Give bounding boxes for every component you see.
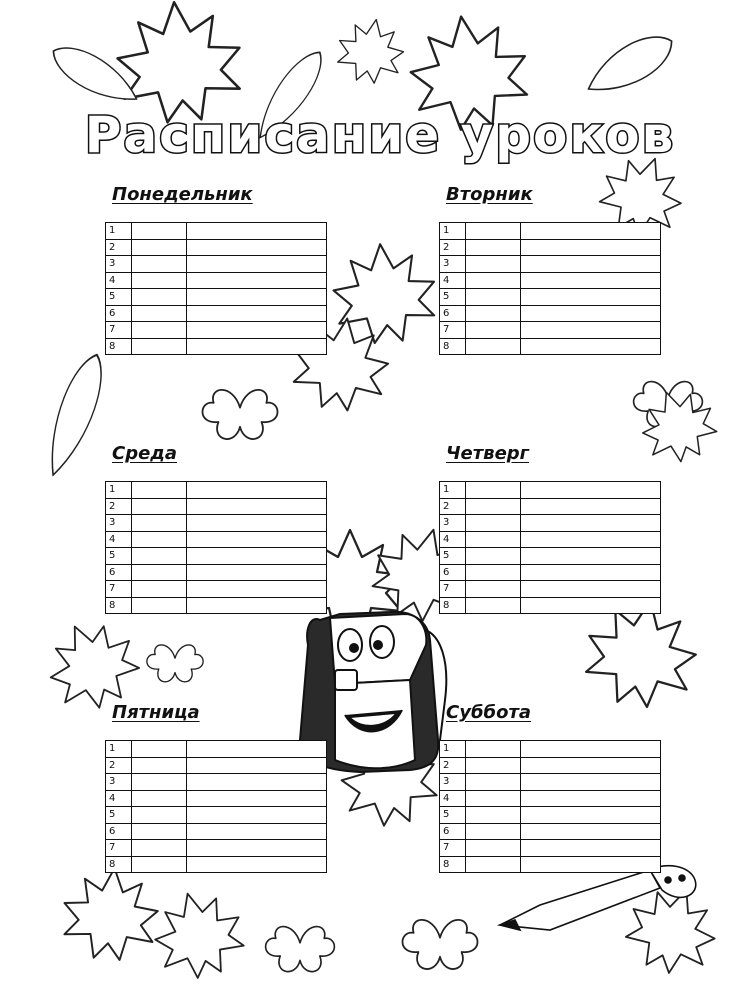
lesson-subject-cell[interactable] xyxy=(187,256,327,273)
lesson-row xyxy=(106,515,327,532)
lesson-number: 5 xyxy=(106,807,132,824)
lesson-number: 7 xyxy=(106,581,132,598)
lesson-number: 2 xyxy=(106,757,132,774)
lesson-number: 3 xyxy=(106,515,132,532)
timetable-saturday xyxy=(439,740,661,873)
timetable-tuesday xyxy=(439,222,661,355)
lesson-time-cell[interactable] xyxy=(466,564,521,581)
lesson-subject-cell[interactable] xyxy=(187,515,327,532)
lesson-number: 6 xyxy=(440,564,466,581)
lesson-row xyxy=(440,515,661,532)
lesson-number: 1 xyxy=(106,741,132,758)
lesson-subject-cell[interactable] xyxy=(187,338,327,355)
lesson-row xyxy=(440,564,661,581)
clover-icon xyxy=(402,920,477,969)
lesson-number: 2 xyxy=(440,498,466,515)
lesson-number: 8 xyxy=(106,597,132,614)
lesson-row xyxy=(440,790,661,807)
lesson-row xyxy=(106,289,327,306)
lesson-number: 6 xyxy=(440,305,466,322)
lesson-subject-cell[interactable] xyxy=(187,498,327,515)
lesson-row xyxy=(440,482,661,499)
lesson-row xyxy=(106,741,327,758)
lesson-subject-cell[interactable] xyxy=(521,305,661,322)
lesson-time-cell[interactable] xyxy=(132,790,187,807)
day-title-wednesday: Среда xyxy=(112,443,177,464)
lesson-time-cell[interactable] xyxy=(466,840,521,857)
lesson-number: 8 xyxy=(440,597,466,614)
lesson-time-cell[interactable] xyxy=(132,807,187,824)
lesson-row xyxy=(106,790,327,807)
lesson-row xyxy=(106,774,327,791)
lesson-time-cell[interactable] xyxy=(132,482,187,499)
lesson-number: 4 xyxy=(440,531,466,548)
lesson-row xyxy=(106,498,327,515)
lesson-time-cell[interactable] xyxy=(132,322,187,339)
lesson-subject-cell[interactable] xyxy=(187,289,327,306)
lesson-number: 5 xyxy=(440,807,466,824)
lesson-number: 1 xyxy=(440,482,466,499)
lesson-time-cell[interactable] xyxy=(466,223,521,240)
maple-leaf-icon xyxy=(60,864,161,963)
lesson-row xyxy=(440,856,661,873)
lesson-time-cell[interactable] xyxy=(132,531,187,548)
lesson-number: 6 xyxy=(106,305,132,322)
lesson-time-cell[interactable] xyxy=(466,741,521,758)
lesson-row xyxy=(440,531,661,548)
lesson-number: 4 xyxy=(106,531,132,548)
lesson-number: 2 xyxy=(440,757,466,774)
maple-leaf-icon xyxy=(146,882,251,985)
lesson-subject-cell[interactable] xyxy=(187,564,327,581)
day-title-tuesday: Вторник xyxy=(446,184,533,205)
lesson-subject-cell[interactable] xyxy=(187,482,327,499)
lesson-number: 5 xyxy=(440,289,466,306)
lesson-subject-cell[interactable] xyxy=(187,823,327,840)
lesson-time-cell[interactable] xyxy=(466,256,521,273)
lesson-number: 8 xyxy=(106,338,132,355)
page-title xyxy=(40,100,720,170)
lesson-row xyxy=(440,239,661,256)
lesson-number: 2 xyxy=(440,239,466,256)
lesson-time-cell[interactable] xyxy=(466,498,521,515)
lesson-time-cell[interactable] xyxy=(132,823,187,840)
lesson-subject-cell[interactable] xyxy=(187,757,327,774)
lesson-row xyxy=(440,289,661,306)
lesson-row xyxy=(106,548,327,565)
lesson-row xyxy=(440,741,661,758)
lesson-time-cell[interactable] xyxy=(132,515,187,532)
lesson-subject-cell[interactable] xyxy=(187,581,327,598)
day-title-friday: Пятница xyxy=(112,702,200,723)
lesson-number: 1 xyxy=(440,223,466,240)
lesson-time-cell[interactable] xyxy=(466,515,521,532)
lesson-subject-cell[interactable] xyxy=(187,548,327,565)
lesson-time-cell[interactable] xyxy=(132,856,187,873)
lesson-number: 5 xyxy=(106,289,132,306)
lesson-row xyxy=(106,757,327,774)
lesson-number: 4 xyxy=(106,272,132,289)
leaf-icon xyxy=(579,25,680,104)
lesson-row xyxy=(440,548,661,565)
lesson-time-cell[interactable] xyxy=(132,581,187,598)
clover-icon xyxy=(147,645,203,682)
lesson-subject-cell[interactable] xyxy=(521,564,661,581)
lesson-subject-cell[interactable] xyxy=(187,790,327,807)
lesson-time-cell[interactable] xyxy=(466,272,521,289)
lesson-subject-cell[interactable] xyxy=(521,531,661,548)
lesson-subject-cell[interactable] xyxy=(521,223,661,240)
lesson-time-cell[interactable] xyxy=(132,338,187,355)
lesson-time-cell[interactable] xyxy=(132,272,187,289)
lesson-subject-cell[interactable] xyxy=(521,856,661,873)
timetable-monday xyxy=(105,222,327,355)
lesson-number: 1 xyxy=(106,223,132,240)
lesson-subject-cell[interactable] xyxy=(187,840,327,857)
lesson-time-cell[interactable] xyxy=(466,239,521,256)
maple-leaf-icon xyxy=(333,14,408,87)
lesson-row xyxy=(440,757,661,774)
lesson-subject-cell[interactable] xyxy=(521,790,661,807)
lesson-subject-cell[interactable] xyxy=(187,305,327,322)
lesson-row xyxy=(106,322,327,339)
lesson-row xyxy=(440,840,661,857)
lesson-row xyxy=(106,256,327,273)
clover-icon xyxy=(202,390,277,439)
lesson-subject-cell[interactable] xyxy=(521,757,661,774)
lesson-subject-cell[interactable] xyxy=(521,322,661,339)
lesson-number: 4 xyxy=(440,272,466,289)
lesson-time-cell[interactable] xyxy=(466,823,521,840)
lesson-time-cell[interactable] xyxy=(466,856,521,873)
lesson-subject-cell[interactable] xyxy=(521,515,661,532)
lesson-number: 3 xyxy=(440,774,466,791)
lesson-number: 5 xyxy=(106,548,132,565)
lesson-time-cell[interactable] xyxy=(466,548,521,565)
lesson-subject-cell[interactable] xyxy=(187,856,327,873)
lesson-subject-cell[interactable] xyxy=(187,807,327,824)
lesson-subject-cell[interactable] xyxy=(187,774,327,791)
lesson-row xyxy=(440,305,661,322)
lesson-number: 6 xyxy=(106,823,132,840)
lesson-time-cell[interactable] xyxy=(132,223,187,240)
timetable-friday xyxy=(105,740,327,873)
lesson-number: 7 xyxy=(106,840,132,857)
lesson-number: 1 xyxy=(106,482,132,499)
lesson-subject-cell[interactable] xyxy=(187,531,327,548)
lesson-number: 3 xyxy=(440,515,466,532)
lesson-time-cell[interactable] xyxy=(466,322,521,339)
lesson-row xyxy=(440,774,661,791)
lesson-number: 2 xyxy=(106,239,132,256)
lesson-number: 8 xyxy=(440,338,466,355)
lesson-row xyxy=(440,256,661,273)
lesson-time-cell[interactable] xyxy=(132,239,187,256)
lesson-subject-cell[interactable] xyxy=(521,498,661,515)
lesson-row xyxy=(106,581,327,598)
lesson-row xyxy=(106,272,327,289)
lesson-number: 6 xyxy=(440,823,466,840)
lesson-number: 7 xyxy=(440,581,466,598)
lesson-number: 5 xyxy=(440,548,466,565)
svg-text:Расписание уроков: Расписание уроков xyxy=(84,106,676,164)
lesson-time-cell[interactable] xyxy=(132,840,187,857)
lesson-number: 7 xyxy=(440,322,466,339)
lesson-number: 6 xyxy=(106,564,132,581)
lesson-row xyxy=(106,531,327,548)
lesson-row xyxy=(440,581,661,598)
lesson-row xyxy=(106,597,327,614)
lesson-row xyxy=(440,338,661,355)
lesson-number: 3 xyxy=(106,256,132,273)
lesson-row xyxy=(440,807,661,824)
lesson-subject-cell[interactable] xyxy=(521,741,661,758)
lesson-subject-cell[interactable] xyxy=(187,597,327,614)
lesson-row xyxy=(106,840,327,857)
lesson-time-cell[interactable] xyxy=(466,757,521,774)
lesson-subject-cell[interactable] xyxy=(521,289,661,306)
lesson-row xyxy=(440,223,661,240)
lesson-row xyxy=(106,807,327,824)
lesson-subject-cell[interactable] xyxy=(521,823,661,840)
lesson-time-cell[interactable] xyxy=(132,597,187,614)
lesson-subject-cell[interactable] xyxy=(521,338,661,355)
lesson-time-cell[interactable] xyxy=(132,548,187,565)
lesson-number: 8 xyxy=(106,856,132,873)
lesson-number: 7 xyxy=(106,322,132,339)
lesson-time-cell[interactable] xyxy=(132,757,187,774)
lesson-time-cell[interactable] xyxy=(466,807,521,824)
lesson-time-cell[interactable] xyxy=(132,305,187,322)
lesson-row xyxy=(440,823,661,840)
lesson-row xyxy=(106,564,327,581)
lesson-row xyxy=(440,597,661,614)
lesson-row xyxy=(106,482,327,499)
lesson-number: 3 xyxy=(440,256,466,273)
lesson-time-cell[interactable] xyxy=(132,741,187,758)
lesson-time-cell[interactable] xyxy=(132,498,187,515)
lesson-time-cell[interactable] xyxy=(466,774,521,791)
lesson-number: 4 xyxy=(440,790,466,807)
lesson-row xyxy=(106,239,327,256)
lesson-time-cell[interactable] xyxy=(132,564,187,581)
lesson-row xyxy=(440,322,661,339)
lesson-time-cell[interactable] xyxy=(132,774,187,791)
lesson-subject-cell[interactable] xyxy=(521,840,661,857)
lesson-subject-cell[interactable] xyxy=(521,807,661,824)
lesson-number: 2 xyxy=(106,498,132,515)
lesson-subject-cell[interactable] xyxy=(187,322,327,339)
lesson-subject-cell[interactable] xyxy=(521,548,661,565)
day-title-thursday: Четверг xyxy=(446,443,530,464)
lesson-subject-cell[interactable] xyxy=(521,239,661,256)
lesson-subject-cell[interactable] xyxy=(187,741,327,758)
lesson-time-cell[interactable] xyxy=(466,790,521,807)
lesson-row xyxy=(440,498,661,515)
lesson-subject-cell[interactable] xyxy=(521,774,661,791)
lesson-time-cell[interactable] xyxy=(466,305,521,322)
lesson-time-cell[interactable] xyxy=(132,256,187,273)
lesson-row xyxy=(440,272,661,289)
lesson-time-cell[interactable] xyxy=(466,482,521,499)
lesson-subject-cell[interactable] xyxy=(187,272,327,289)
lesson-row xyxy=(106,338,327,355)
lesson-subject-cell[interactable] xyxy=(521,272,661,289)
lesson-number: 1 xyxy=(440,741,466,758)
lesson-row xyxy=(106,305,327,322)
lesson-row xyxy=(106,823,327,840)
lesson-row xyxy=(106,856,327,873)
lesson-subject-cell[interactable] xyxy=(187,223,327,240)
day-title-saturday: Суббота xyxy=(446,702,532,723)
lesson-time-cell[interactable] xyxy=(466,597,521,614)
lesson-time-cell[interactable] xyxy=(466,289,521,306)
lesson-row xyxy=(106,223,327,240)
lesson-number: 8 xyxy=(440,856,466,873)
lesson-time-cell[interactable] xyxy=(466,531,521,548)
lesson-number: 4 xyxy=(106,790,132,807)
lesson-time-cell[interactable] xyxy=(466,338,521,355)
lesson-time-cell[interactable] xyxy=(466,581,521,598)
day-title-monday: Понедельник xyxy=(112,184,253,205)
timetable-wednesday xyxy=(105,481,327,614)
lesson-subject-cell[interactable] xyxy=(521,482,661,499)
lesson-time-cell[interactable] xyxy=(132,289,187,306)
lesson-subject-cell[interactable] xyxy=(521,597,661,614)
lesson-subject-cell[interactable] xyxy=(521,581,661,598)
leaf-icon xyxy=(38,349,112,480)
lesson-number: 7 xyxy=(440,840,466,857)
lesson-subject-cell[interactable] xyxy=(521,256,661,273)
lesson-subject-cell[interactable] xyxy=(187,239,327,256)
clover-icon xyxy=(266,927,335,972)
lesson-number: 3 xyxy=(106,774,132,791)
timetable-thursday xyxy=(439,481,661,614)
